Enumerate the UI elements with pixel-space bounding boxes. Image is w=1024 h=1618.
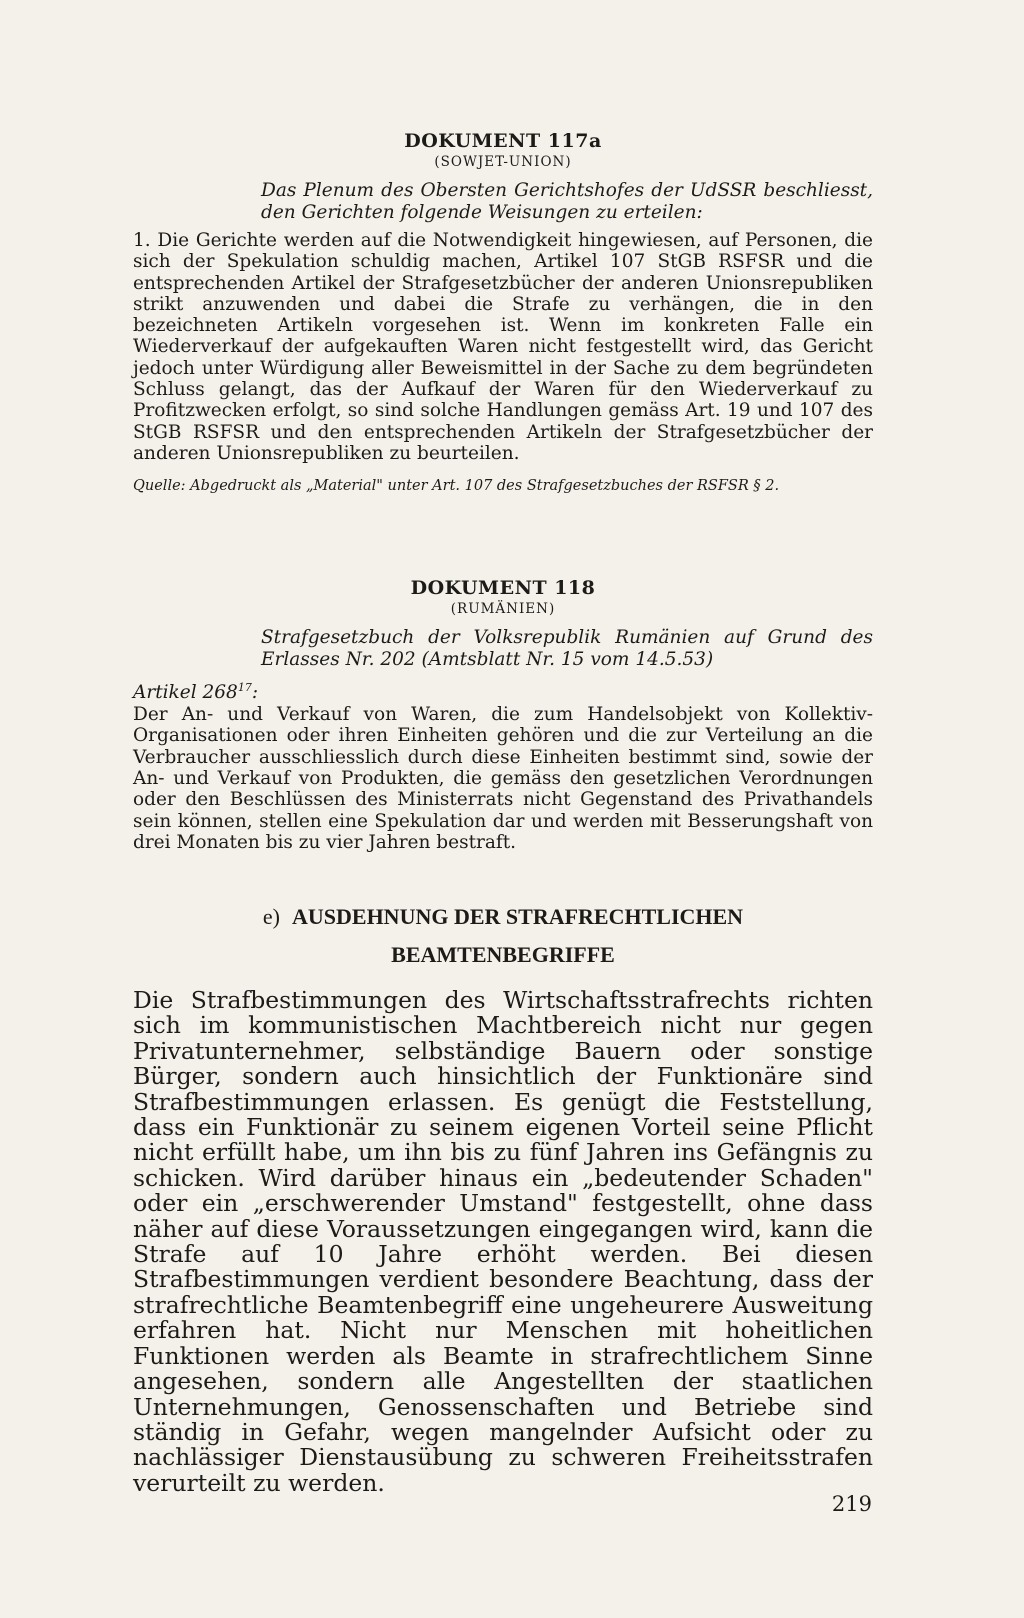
document-118: [133, 577, 873, 853]
section-label: e): [262, 904, 280, 929]
document-117a: [133, 130, 873, 494]
doc-117a-title: DOKUMENT 117a: [404, 130, 602, 152]
section-body: Die Strafbestimmungen des Wirtschaftsstrafrechts richten sich im kommunistischen Machtbereich nicht nur gegen Privatunternehmer, selbständige Bauern oder sonstige Bürger, sondern auch hinsichtlich der Funktionäre sind Strafbestimmungen erlassen. Es genügt die Feststellung, dass ein Funktionär zu seinem eigenen Vorteil seine Pflicht nicht erfüllt habe, um ihn bis zu fünf Jahren ins Gefängnis zu schicken. Wird darüber hinaus ein „bedeutender Schaden" oder ein „erschwerender Umstand" festgestellt, ohne dass näher auf diese Voraussetzungen eingegangen wird, kann die Strafe auf 10 Jahre erhöht werden. Bei diesen Strafbestimmungen verdient besondere Beachtung, dass der strafrechtliche Beamtenbegriff eine ungeheurere Ausweitung erfahren hat. Nicht nur Menschen mit hoheitlichen Funktionen werden als Beamte in strafrechtlichem Sinne angesehen, sondern alle Angestellten der staatlichen Unternehmungen, Genossenschaften und Betriebe sind ständig in Gefahr, wegen mangelnder Aufsicht oder zu nachlässiger Dienstausübung zu schweren Freiheitsstrafen verurteilt zu werden.: [133, 986, 873, 1497]
doc-117a-country: (SOWJET-UNION): [434, 154, 572, 170]
doc-118-body: Der An- und Verkauf von Waren, die zum Handelsobjekt von Kollektiv-Organisationen oder ihren Einheiten gehören und die zur Verteilung an die Verbraucher ausschliesslich durch diese Einheiten bestimmt sind, sowie der An- und Verkauf von Produkten, die gemäss den gesetzlichen Verordnungen oder den Beschlüssen des Ministerrats nicht Gegenstand des Privathandels sein können, stellen eine Spekulation dar und werden mit Besserungshaft von drei Monaten bis zu vier Jahren bestraft.: [133, 704, 873, 853]
doc-118-country: (RUMÄNIEN): [450, 601, 556, 617]
doc-117a-source: Quelle: Abgedruckt als „Material" unter Art. 107 des Strafgesetzbuches der RSFSR § 2.: [133, 478, 780, 495]
doc-117a-body: 1. Die Gerichte werden auf die Notwendigkeit hingewiesen, auf Personen, die sich der Spekulation schuldig machen, Artikel 107 StGB RSFSR und die entsprechenden Artikel der Strafgesetzbücher der anderen Unionsrepubliken strikt anzuwenden und dabei die Strafe zu verhängen, die in den bezeichneten Artikeln vorgesehen ist. Wenn im konkreten Falle ein Wiederverkauf der aufgekauften Waren nicht festgestellt wird, das Gericht jedoch unter Würdigung aller Beweismittel in der Sache zu dem begründeten Schluss gelangt, das der Aufkauf der Waren für den Wiederverkauf zu Profitzwecken erfolgt, so sind solche Handlungen gemäss Art. 19 und 107 des StGB RSFSR und den entsprechenden Artikeln der Strafgesetzbücher der anderen Unionsrepubliken zu beurteilen.: [133, 230, 873, 464]
section-e: [133, 898, 873, 1496]
section-heading-line2: BEAMTENBEGRIFFE: [391, 942, 615, 967]
doc-118-intro: Strafgesetzbuch der Volksrepublik Rumänien auf Grund des Erlasses Nr. 202 (Amtsblatt Nr. 15 vom 14.5.53): [261, 627, 873, 670]
section-heading-line1: e) AUSDEHNUNG DER STRAFRECHTLICHEN: [262, 904, 744, 929]
doc-118-article-label: Artikel $268^{17}$:: [133, 681, 259, 704]
doc-118-title: DOKUMENT 118: [410, 577, 596, 599]
doc-117a-intro: Das Plenum des Obersten Gerichtshofes der UdSSR beschliesst, den Gerichten folgende Weisungen zu erteilen:: [261, 180, 873, 223]
page-number: 219: [831, 1492, 872, 1516]
